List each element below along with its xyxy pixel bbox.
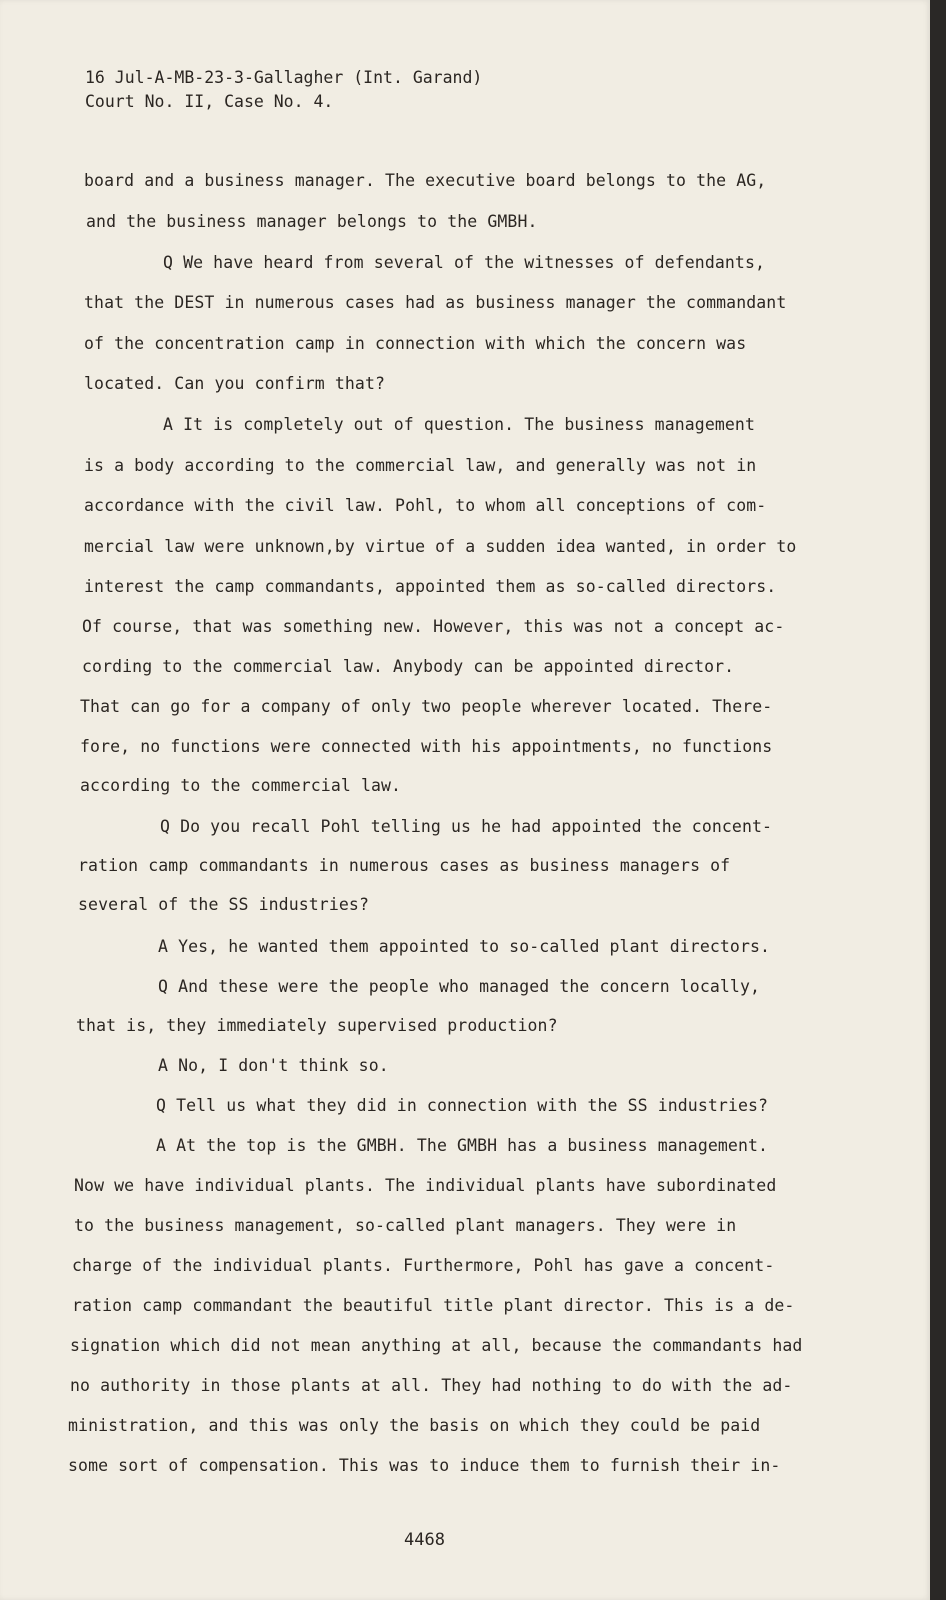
transcript-line: board and a business manager. The executive board belongs to the AG, (84, 171, 767, 190)
transcript-line: Now we have individual plants. The individual plants have subordinated (74, 1176, 777, 1195)
transcript-line: that the DEST in numerous cases had as business manager the commandant (84, 293, 787, 312)
transcript-line: no authority in those plants at all. They had nothing to do with the ad- (70, 1376, 793, 1395)
transcript-line: according to the commercial law. (80, 776, 402, 795)
header-court-number: Court No. II, Case No. 4. (85, 92, 334, 111)
transcript-line: to the business management, so-called plant managers. They were in (74, 1216, 737, 1235)
transcript-line: and the business manager belongs to the GMBH. (86, 212, 538, 231)
transcript-line: of the concentration camp in connection with which the concern was (84, 334, 747, 353)
transcript-line: interest the camp commandants, appointed them as so-called directors. (84, 577, 777, 596)
header-case-reference: 16 Jul-A-MB-23-3-Gallagher (Int. Garand) (85, 68, 483, 87)
transcript-line: Q We have heard from several of the witnesses of defendants, (163, 253, 766, 272)
transcript-line: ration camp commandant the beautiful title plant director. This is a de- (72, 1296, 795, 1315)
transcript-line: located. Can you confirm that? (84, 374, 386, 393)
transcript-line: several of the SS industries? (78, 895, 369, 914)
transcript-line: ration camp commandants in numerous cases as business managers of (78, 856, 731, 875)
transcript-line: A Yes, he wanted them appointed to so-called plant directors. (158, 937, 771, 956)
transcript-line: That can go for a company of only two people wherever located. There- (80, 697, 773, 716)
transcript-line: ministration, and this was only the basis on which they could be paid (68, 1416, 761, 1435)
transcript-line: charge of the individual plants. Furthermore, Pohl has gave a concent- (72, 1256, 775, 1275)
transcript-line: A No, I don't think so. (158, 1056, 389, 1075)
transcript-line: signation which did not mean anything at all, because the commandants had (70, 1336, 803, 1355)
transcript-line: fore, no functions were connected with his appointments, no functions (80, 737, 773, 756)
transcript-line: accordance with the civil law. Pohl, to whom all conceptions of com- (84, 496, 767, 515)
transcript-line: Q And these were the people who managed the concern locally, (158, 977, 761, 996)
transcript-line: A It is completely out of question. The business management (163, 415, 755, 434)
page-number: 4468 (404, 1530, 445, 1550)
transcript-line: is a body according to the commercial law, and generally was not in (84, 456, 757, 475)
transcript-line: Q Do you recall Pohl telling us he had appointed the concent- (160, 817, 773, 836)
transcript-line: Of course, that was something new. However, this was not a concept ac- (82, 617, 785, 636)
transcript-line: that is, they immediately supervised production? (76, 1016, 558, 1035)
transcript-line: Q Tell us what they did in connection with the SS industries? (156, 1096, 769, 1115)
transcript-line: A At the top is the GMBH. The GMBH has a business management. (156, 1136, 769, 1155)
transcript-line: some sort of compensation. This was to induce them to furnish their in- (68, 1456, 781, 1475)
document-header (85, 66, 482, 114)
transcript-line: mercial law were unknown,by virtue of a sudden idea wanted, in order to (84, 537, 797, 556)
transcript-line: cording to the commercial law. Anybody can be appointed director. (82, 657, 735, 676)
